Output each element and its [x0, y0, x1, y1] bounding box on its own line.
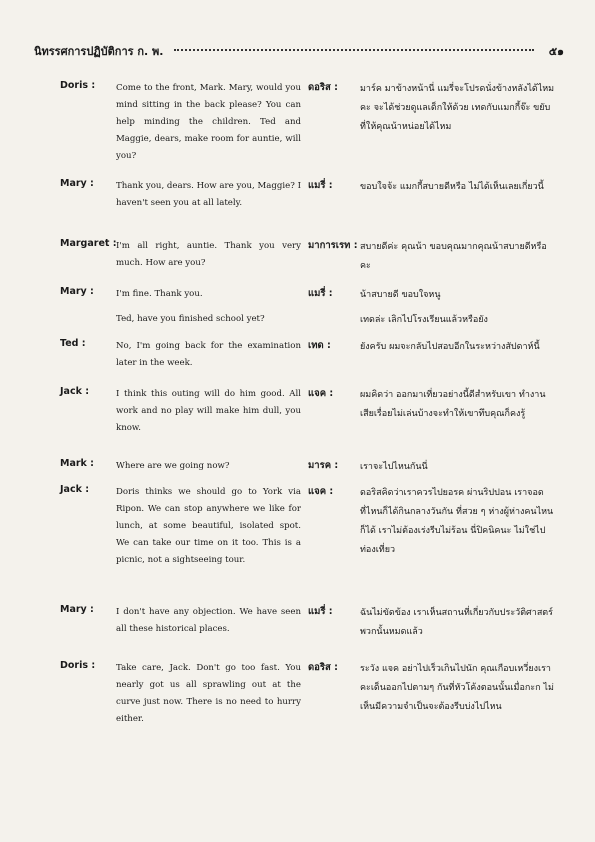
- english-text: Thank you, dears. How are you, Maggie? I haven't seen you at all lately.: [116, 181, 301, 208]
- english-text: Doris thinks we should go to York via Ripon. We can stop anywhere we like for lunch, at some beautiful, isolated spot. We can take our time on it too. This is a picnic, not a sightseeing tour.: [116, 487, 301, 565]
- thai-text: ระวัง แจค อย่าไปเร็วเกินไปนัก คุณเกือบเหวี่ยงเราคะเด็นออกไปตามๆ กันที่หัวโค้งตอนนั้นเมื่อกะก ไม่เห็นมีความจำเป็นจะต้องรีบบ่งไปไหน: [360, 664, 554, 712]
- english-text: Come to the front, Mark. Mary, would you mind sitting in the back please? You can help minding the children. Ted and Maggie, dears, make room for auntie, will you?: [116, 83, 301, 161]
- speaker-th: แมรี่ :: [308, 288, 333, 299]
- speaker-en: Mark :: [60, 458, 94, 469]
- english-line: [116, 458, 301, 475]
- thai-line: [360, 458, 555, 477]
- english-line: [116, 386, 301, 437]
- thai-text: เราจะไปไหนกันนี่: [360, 462, 428, 472]
- speaker-th: ดอริส :: [308, 662, 338, 673]
- thai-line: [360, 338, 555, 357]
- thai-text: ผมคิดว่า ออกมาเที่ยวอย่างนี้ดีสำหรับเขา ทำงานเสียเรื่อยไม่เล่นบ้างจะทำให้เขาทึบคุณก็คงรู้: [360, 390, 546, 419]
- english-line: [116, 286, 301, 328]
- speaker-th: ดอริส :: [308, 82, 338, 93]
- thai-text: สบายดีค่ะ คุณน้า ขอบคุณมากคุณน้าสบายดีหรือคะ: [360, 242, 547, 271]
- speaker-en: Ted :: [60, 338, 86, 349]
- speaker-en: Jack :: [60, 484, 90, 495]
- english-line: [116, 238, 301, 272]
- page-header: [34, 42, 564, 58]
- thai-line: [360, 286, 555, 330]
- english-text: I'm fine. Thank you.: [116, 289, 203, 299]
- speaker-en: Mary :: [60, 178, 94, 189]
- speaker-en: Jack :: [60, 386, 90, 397]
- english-line: [116, 338, 301, 372]
- thai-text: ยังครับ ผมจะกลับไปสอบอีกในระหว่างสัปดาห์นี้: [360, 342, 540, 352]
- speaker-th: มารค :: [308, 460, 339, 471]
- running-title: นิทรรศการปฏิบัติการ ก. พ.: [34, 45, 164, 58]
- speaker-en: Doris :: [60, 660, 96, 671]
- speaker-th: แจค :: [308, 486, 334, 497]
- speaker-th: แจค :: [308, 388, 334, 399]
- english-text: Ted, have you finished school yet?: [116, 314, 265, 324]
- thai-line: [360, 660, 555, 717]
- speaker-th: แมรี่ :: [308, 180, 333, 191]
- thai-text: ดอริสคิดว่าเราควรไปยอรค ผ่านริปปอน เราจอดที่ไหนก็ได้กินกลางวันกัน ที่สวย ๆ ห่างผู้ห่างคนไหนก็ได้ เราไม่ต้องเร่งรีบไม่ร้อน นี่ปิคนิคนะ ไม่ใช่ไปท่องเที่ยว: [360, 488, 554, 555]
- speaker-th: แมรี่ :: [308, 606, 333, 617]
- speaker-th: มาการเรท :: [308, 240, 358, 251]
- thai-text: มาร์ค มาข้างหน้านี่ แมรี่จะโปรดนั่งข้างหลังได้ไหมคะ จะได้ช่วยดูแลเด็กให้ด้วย เทดกับแมกกี้จ๊ะ ขยับที่ให้คุณน้าหน่อยได้ไหม: [360, 84, 555, 132]
- english-text: I'm all right, auntie. Thank you very much. How are you?: [116, 241, 301, 268]
- thai-text: เทดล่ะ เลิกไปโรงเรียนแล้วหรือยัง: [360, 315, 488, 325]
- thai-line: [360, 238, 555, 276]
- english-text: Take care, Jack. Don't go too fast. You nearly got us all sprawling out at the curve just now. There is no need to hurry either.: [116, 663, 301, 724]
- speaker-en: Margaret :: [60, 238, 117, 249]
- english-text: No, I'm going back for the examination later in the week.: [116, 341, 301, 368]
- english-line: [116, 484, 301, 569]
- english-line: [116, 604, 301, 638]
- thai-text: น้าสบายดี ขอบใจหนู: [360, 290, 441, 300]
- english-text: I think this outing will do him good. All work and no play will make him dull, you know.: [116, 389, 301, 433]
- header-wavy-rule: [174, 49, 534, 51]
- thai-text: ขอบใจจ้ะ แมกกี้สบายดีหรือ ไม่ได้เห็นเลยเกี่ยวนี้: [360, 182, 544, 192]
- speaker-en: Doris :: [60, 80, 96, 91]
- english-line: [116, 80, 301, 165]
- thai-line: [360, 386, 555, 424]
- thai-text: ฉันไม่ขัดข้อง เราเห็นสถานที่เกี่ยวกับประวัติศาสตร์พวกนั้นหมดแล้ว: [360, 608, 553, 637]
- english-line: [116, 178, 301, 212]
- english-text: Where are we going now?: [116, 461, 230, 471]
- english-line: [116, 660, 301, 728]
- thai-line: [360, 178, 555, 197]
- thai-line: [360, 604, 555, 642]
- thai-line: [360, 484, 555, 560]
- speaker-en: Mary :: [60, 604, 94, 615]
- speaker-th: เทด :: [308, 340, 331, 351]
- thai-line: [360, 80, 555, 137]
- speaker-en: Mary :: [60, 286, 94, 297]
- english-text: I don't have any objection. We have seen all these historical places.: [116, 607, 301, 634]
- page-number: ๕๑: [548, 45, 564, 58]
